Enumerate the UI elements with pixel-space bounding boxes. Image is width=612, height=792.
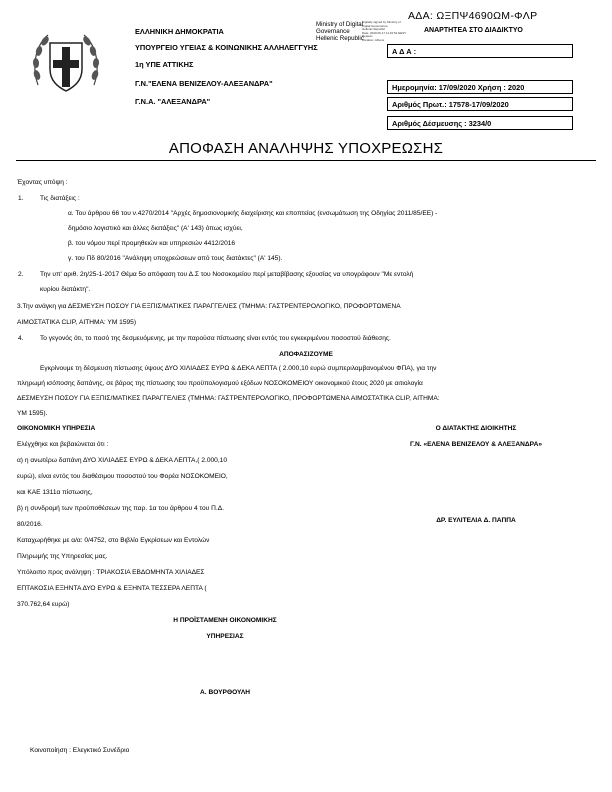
finance-text: 370.762,64 ευρώ) bbox=[17, 601, 70, 608]
signature-detail-line: Location: Athens bbox=[362, 37, 385, 42]
header-ministry: ΥΠΟΥΡΓΕΙΟ ΥΓΕΙΑΣ & ΚΟΙΝΩΝΙΚΗΣ ΑΛΛΗΛΕΓΓΥΗΣ bbox=[135, 43, 318, 52]
decision-text: ΔΕΣΜΕΥΣΗ ΠΟΣΟΥ ΓΙΑ ΕΞΠΙΣ/ΜΑΤΙΚΕΣ ΠΑΡΑΓΓΕΛΙΕΣ (ΤΜΗΜΑ: ΓΑΣΤΡΕΝΤΕΡΟΛΟΓΙΚΟ, ΠΡΟΦΟΡΤΩΜΕΝΑ ΑΙΜΟΣΤΑΤΙΚΑ CLIP, ΑΙΤΗΜΑ: bbox=[17, 395, 440, 402]
protocol-box: Αριθμός Πρωτ.: 17578-17/09/2020 bbox=[387, 97, 573, 111]
commitment-box: Αριθμός Δέσμευσης : 3234/0 bbox=[387, 116, 573, 130]
item-number: 2. bbox=[18, 271, 24, 278]
item-number: 1. bbox=[18, 195, 24, 202]
finance-text: β) η συνδρομή των προϋποθέσεων της παρ. 1α του άρθρου 4 του Π.Δ. bbox=[17, 505, 224, 512]
item-text: Τις διατάξεις : bbox=[40, 195, 80, 202]
signature-detail-line: Digital Governance bbox=[362, 23, 388, 28]
finance-text: Καταχωρήθηκε με α/α: 0/4752, στο Βιβλίο Εγκρίσεων και Εντολών bbox=[17, 537, 210, 544]
item-text: Την υπ' αριθ. 2η/25-1-2017 Θέμα 5ο απόφαση του Δ.Σ του Νοσοκομείου περί μεταβίβασης εξουσίας να υπογράφουν "Με εντολή bbox=[40, 271, 414, 278]
digital-signature-label bbox=[316, 22, 364, 42]
item-text: Το γεγονός ότι, το ποσό της δεσμευόμενης, με την παρούσα πίστωσης είναι εντός του εγκεκριμένου ποσοστού διάθεσης. bbox=[40, 335, 391, 342]
decision-heading: ΑΠΟΦΑΣΙΖΟΥΜΕ bbox=[279, 351, 333, 358]
date-box: Ημερομηνία: 17/09/2020 Χρήση : 2020 bbox=[387, 80, 573, 94]
digital-signature-details bbox=[362, 21, 412, 43]
finance-text: 80/2016. bbox=[17, 521, 43, 528]
finance-text: α) η ανωτέρω δαπάνη ΔΥΟ ΧΙΛΙΑΔΕΣ ΕΥΡΩ & ΔΕΚΑ ΛΕΠΤΑ,( 2.000,10 bbox=[17, 457, 227, 464]
decision-text: πληρωμή ισόποσης δαπάνης, σε βάρος της πίστωσης του προϋπολογισμού εξόδων ΝΟΣΟΚΟΜΕΙΟΥ οικονομικού έτους 2020 με αιτιολογία bbox=[17, 380, 423, 387]
item-subtext: γ. του Πδ 80/2016 "Ανάληψη υποχρεώσεων από τους διατάκτες" (Α' 145). bbox=[68, 255, 283, 262]
finance-text: ΕΠΤΑΚΟΣΙΑ ΕΞΗΝΤΑ ΔΥΟ ΕΥΡΩ & ΕΞΗΝΤΑ ΤΕΣΣΕΡΑ ΛΕΠΤΑ ( bbox=[17, 585, 207, 592]
signature-detail-line: Digitally signed by Ministry of bbox=[362, 20, 401, 24]
header-hospital: Γ.Ν."ΕΛΕΝΑ ΒΕΝΙΖΕΛΟΥ-ΑΛΕΞΑΝΔΡΑ" bbox=[135, 79, 273, 88]
finance-text: Υπόλοιπο προς ανάληψη : ΤΡΙΑΚΟΣΙΑ ΕΒΔΟΜΗΝΤΑ ΧΙΛΙΑΔΕΣ bbox=[17, 569, 205, 576]
finance-head-name: Α. ΒΟΥΡΘΟΥΛΗ bbox=[200, 689, 250, 696]
signature-detail-line: Hellenic Republic bbox=[362, 27, 386, 32]
decision-text: ΥΜ 1595). bbox=[17, 410, 48, 417]
finance-text: και ΚΑΕ 1311α πίστωσης, bbox=[17, 489, 93, 496]
signature-line: Hellenic Republic bbox=[316, 34, 364, 42]
signature-line: Ministry of Digital bbox=[316, 21, 364, 28]
director-name: ΔΡ. ΕΥΛΙΤΕΛΙΑ Δ. ΠΑΠΠΑ bbox=[436, 517, 516, 524]
signature-detail-line: Reason: bbox=[362, 34, 374, 39]
header-country: ΕΛΛΗΝΙΚΗ ΔΗΜΟΚΡΑΤΙΑ bbox=[135, 27, 224, 36]
greek-emblem-icon bbox=[28, 25, 104, 101]
director-organization: Γ.Ν. «ΕΛΕΝΑ ΒΕΝΙΖΕΛΟΥ & ΑΛΕΞΑΝΔΡΑ» bbox=[409, 441, 543, 448]
item-text: 3.Την ανάγκη για ΔΕΣΜΕΥΣΗ ΠΟΣΟΥ ΓΙΑ ΕΞΠΙΣ/ΜΑΤΙΚΕΣ ΠΑΡΑΓΓΕΛΙΕΣ (ΤΜΗΜΑ: ΓΑΣΤΡΕΝΤΕΡΟΛΟΓΙΚΟ, ΠΡΟΦΟΡΤΩΜΕΝΑ bbox=[17, 303, 401, 310]
document-title: ΑΠΟΦΑΣΗ ΑΝΑΛΗΨΗΣ ΥΠΟΧΡΕΩΣΗΣ bbox=[168, 140, 444, 157]
signature-line: Governance bbox=[316, 27, 350, 35]
item-text: ΑΙΜΟΣΤΑΤΙΚΑ CLIP, ΑΙΤΗΜΑ: ΥΜ 1595) bbox=[17, 319, 137, 326]
finance-text: Ελέγχθηκε και βεβαιώνεται ότι : bbox=[17, 441, 109, 448]
item-text: κυρίου διατάκτη". bbox=[40, 286, 91, 293]
finance-head-title: Η ΠΡΟΪΣΤΑΜΕΝΗ ΟΙΚΟΝΟΜΙΚΗΣ bbox=[173, 617, 277, 624]
header-unit: Γ.Ν.Α. "ΑΛΕΞΑΝΔΡΑ" bbox=[135, 97, 211, 106]
header-region: 1η ΥΠΕ ΑΤΤΙΚΗΣ bbox=[135, 60, 194, 69]
finance-text: ευρώ), είναι εντός του διαθέσιμου ποσοστού του Φορέα ΝΟΣΟΚΟΜΕΙΟ, bbox=[17, 473, 228, 480]
title-divider bbox=[16, 160, 596, 161]
signature-detail-line: Date: 2020.09.17 11:32:52 EEST bbox=[362, 30, 406, 35]
item-subtext: α. Του άρθρου 66 του ν.4270/2014 "Αρχές δημοσιονομικής διαχείρισης και εποπτείας (ενσωμάτωση της Οδηγίας 2011/85/ΕΕ) - bbox=[68, 210, 438, 217]
notification-footer: Κοινοποίηση : Ελεγκτικό Συνέδριο bbox=[30, 747, 130, 754]
ada-box: Α Δ Α : bbox=[387, 44, 573, 58]
having-label: Έχοντας υπόψη : bbox=[17, 179, 68, 186]
decision-text: Εγκρίνουμε τη δέσμευση πίστωσης ύψους ΔΥΟ ΧΙΛΙΑΔΕΣ ΕΥΡΩ & ΔΕΚΑ ΛΕΠΤΑ ( 2.000,10 ευρώ συμπεριλαμβανομένου ΦΠΑ), για την bbox=[40, 365, 437, 372]
finance-head-title: ΥΠΗΡΕΣΙΑΣ bbox=[206, 633, 244, 640]
finance-text: Πληρωμής της Υπηρεσίας μας. bbox=[17, 553, 108, 560]
finance-heading: ΟΙΚΟΝΟΜΙΚΗ ΥΠΗΡΕΣΙΑ bbox=[17, 425, 96, 432]
director-title: Ο ΔΙΑΤΑΚΤΗΣ ΔΙΟΙΚΗΤΗΣ bbox=[435, 425, 517, 432]
item-subtext: δημόσιο λογιστικό και άλλες διατάξεις" (Α' 143) όπως ισχύει, bbox=[68, 225, 243, 232]
ada-code: ΑΔΑ: ΩΞΠΨ4690ΩΜ-ΦΛΡ bbox=[408, 10, 538, 22]
posting-note: ΑΝΑΡΤΗΤΕΑ ΣΤΟ ΔΙΑΔΙΚΤΥΟ bbox=[424, 27, 523, 34]
item-subtext: β. του νόμου περί προμηθειών και υπηρεσιών 4412/2016 bbox=[68, 240, 236, 247]
item-number: 4. bbox=[18, 335, 24, 342]
